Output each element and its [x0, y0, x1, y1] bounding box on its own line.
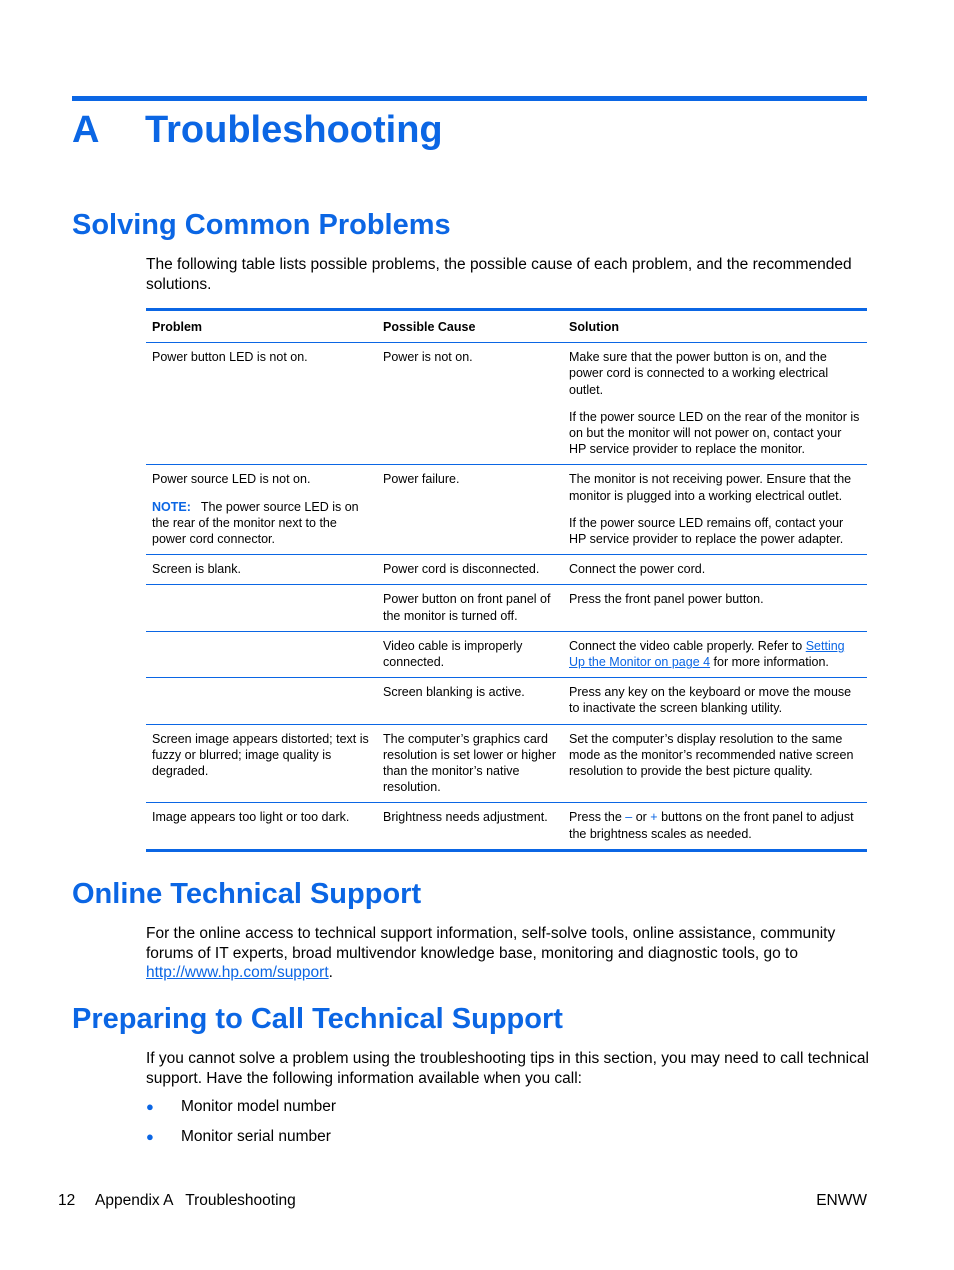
page-footer	[58, 1191, 867, 1211]
table-row	[146, 343, 867, 465]
setting-up-monitor-link[interactable]: Setting Up the Monitor on page 4	[569, 638, 845, 670]
cause-cell: The computer’s graphics card resolution is set lower or higher than the monitor’s native resolution.	[383, 731, 556, 795]
solution-text: The monitor is not receiving power. Ensure that the monitor is plugged into a working electrical outlet.	[569, 472, 852, 503]
solution-text: or	[632, 810, 651, 825]
solution-cell	[563, 631, 867, 677]
troubleshooting-table	[146, 308, 867, 852]
minus-button-symbol: –	[625, 810, 633, 825]
cause-cell: Screen blanking is active.	[383, 685, 525, 700]
solution-text: If the power source LED remains off, contact your HP service provider to replace the power adapter.	[569, 515, 844, 547]
problem-cell: Screen image appears distorted; text is fuzzy or blurred; image quality is degraded.	[152, 731, 369, 779]
header-solution: Solution	[569, 320, 619, 334]
info-bullet-list	[146, 1097, 336, 1157]
cause-cell: Power failure.	[383, 472, 460, 487]
table-row	[146, 803, 867, 850]
problem-cell: Image appears too light or too dark.	[152, 810, 350, 825]
solution-cell: Connect the power cord.	[569, 562, 706, 577]
cause-cell: Power cord is disconnected.	[383, 562, 540, 577]
header-problem: Problem	[152, 320, 203, 334]
table-row	[146, 555, 867, 585]
solution-cell: Press the front panel power button.	[569, 592, 764, 607]
solution-cell: Set the computer’s display resolution to the same mode as the monitor’s recommended native screen resolution to provide the best picture quality.	[569, 731, 854, 779]
header-cause: Possible Cause	[383, 320, 476, 334]
solution-text: If the power source LED on the rear of the monitor is on but the monitor will not power on, contact your HP service provider to replace the monitor.	[569, 409, 860, 457]
table-row	[146, 631, 867, 677]
online-text: For the online access to technical support information, self-solve tools, online assistance, community forums of IT experts, broad multivendor knowledge base, monitoring and diagnostic tools, go to	[146, 925, 836, 962]
chapter-rule	[72, 96, 867, 101]
page-number: 12	[58, 1192, 76, 1209]
section-heading-preparing: Preparing to Call Technical Support	[72, 1003, 563, 1035]
list-item-text: Monitor serial number	[181, 1128, 331, 1145]
chapter-title-text: Troubleshooting	[145, 109, 443, 151]
problem-cell	[146, 678, 377, 724]
list-item	[146, 1097, 336, 1117]
solution-text: Press the	[569, 810, 626, 825]
chapter-title	[72, 106, 867, 154]
table-header-row	[146, 310, 867, 343]
footer-section: Appendix A Troubleshooting	[95, 1192, 296, 1209]
table-row	[146, 465, 867, 555]
solution-text: buttons on the front panel to adjust the brightness scales as needed.	[569, 810, 854, 841]
solution-text: Connect the video cable properly. Refer to	[569, 638, 806, 653]
problem-cell	[146, 585, 377, 631]
list-item-text: Monitor model number	[181, 1098, 337, 1115]
section-heading-solving: Solving Common Problems	[72, 209, 451, 241]
online-paragraph	[146, 924, 871, 983]
solution-cell: Press any key on the keyboard or move the mouse to inactivate the screen blanking utility.	[569, 685, 852, 716]
problem-cell	[146, 631, 377, 677]
problem-cell: Screen is blank.	[152, 562, 241, 577]
solution-cell	[563, 465, 867, 555]
preparing-intro: If you cannot solve a problem using the troubleshooting tips in this section, you may need to call technical support. Have the following information available when you call:	[146, 1050, 869, 1087]
problem-cell: Power button LED is not on.	[152, 350, 308, 365]
table-row	[146, 585, 867, 631]
note-text: The power source LED is on the rear of the monitor next to the power cord connector.	[152, 499, 359, 547]
note-label: NOTE:	[152, 499, 191, 514]
solution-text: for more information.	[710, 655, 829, 670]
list-item	[146, 1127, 336, 1147]
cause-cell: Brightness needs adjustment.	[383, 810, 548, 825]
solution-cell	[563, 343, 867, 465]
problem-text: Power source LED is not on.	[152, 472, 311, 487]
footer-right-label: ENWW	[816, 1192, 867, 1209]
table-row	[146, 678, 867, 724]
chapter-letter: A	[72, 109, 100, 151]
bullet-icon: ●	[146, 1129, 154, 1144]
bullet-icon: ●	[146, 1099, 154, 1114]
cause-cell: Video cable is improperly connected.	[383, 638, 523, 670]
plus-button-symbol: +	[650, 810, 658, 825]
online-text-end: .	[328, 964, 333, 981]
hp-support-link[interactable]: http://www.hp.com/support	[146, 964, 329, 981]
cause-cell: Power is not on.	[383, 350, 473, 365]
solution-text: Make sure that the power button is on, and the power cord is connected to a working electrical outlet.	[569, 350, 829, 397]
solution-cell	[563, 803, 867, 850]
problem-cell	[146, 465, 377, 555]
section-heading-online: Online Technical Support	[72, 878, 422, 910]
table-row	[146, 724, 867, 803]
cause-cell: Power button on front panel of the monitor is turned off.	[383, 592, 551, 623]
solving-intro: The following table lists possible problems, the possible cause of each problem, and the recommended solutions.	[146, 256, 852, 293]
note	[152, 499, 371, 548]
